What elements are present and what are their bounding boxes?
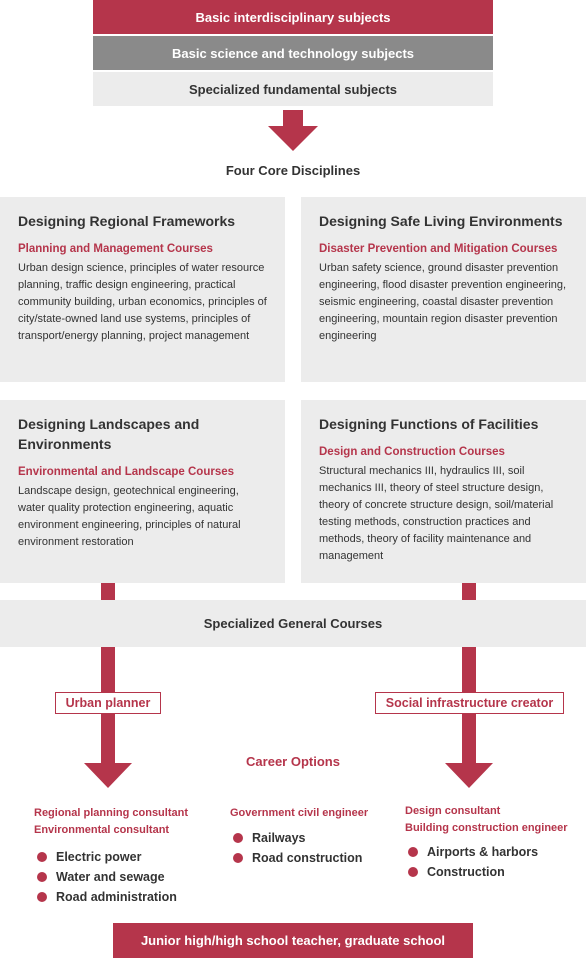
career-column-right [405,803,585,882]
career-heading-line: Regional planning consultant [34,807,188,819]
discipline-panel-landscapes [0,400,285,583]
career-column-middle [230,805,390,868]
course-list: Landscape design, geotechnical engineering, water quality protection engineering, aquatic environment engineering, principles of natural environment restoration [18,485,241,548]
career-column-heading [34,805,224,839]
specialized-general-label: Specialized General Courses [203,616,383,631]
left-connector-line [101,580,115,602]
bullet-dot-icon [233,853,243,863]
career-heading-line: Building construction engineer [405,822,568,834]
discipline-panel-facilities [301,400,586,583]
course-list: Urban safety science, ground disaster prevention engineering, flood disaster prevention engineering, seismic engineering, coastal disaster prevention engineering, mountain region disaster prevention engineering [319,262,567,342]
arrow-down-icon [266,110,320,152]
list-item-label: Road construction [252,851,363,865]
career-column-left [34,805,224,907]
career-heading-line: Government civil engineer [230,807,369,819]
bullet-dot-icon [233,833,243,843]
discipline-title: Designing Safe Living Environments [319,213,563,229]
basic-interdisciplinary-bar [93,0,493,34]
list-item [34,867,224,887]
urban-planner-label [55,692,161,714]
bullet-dot-icon [37,852,47,862]
discipline-title: Designing Landscapes and Environments [18,416,200,452]
bottom-career-bar [113,923,473,958]
specialized-fundamental-label: Specialized fundamental subjects [188,81,398,97]
career-list [405,842,585,882]
course-category: Design and Construction Courses [319,446,505,458]
list-item [230,828,390,848]
career-list [230,828,390,868]
social-infrastructure-label [375,692,564,714]
bullet-dot-icon [37,872,47,882]
basic-science-label: Basic science and technology subjects [171,45,415,61]
list-item [34,847,224,867]
discipline-panel-safe-living [301,197,586,382]
course-category: Planning and Management Courses [18,243,213,255]
career-options-title: Career Options [246,754,340,769]
bottom-career-label: Junior high/high school teacher, graduate school [140,933,446,948]
discipline-panel-regional-frameworks [0,197,285,382]
discipline-title: Designing Regional Frameworks [18,213,236,229]
bullet-dot-icon [408,847,418,857]
career-list [34,847,224,907]
urban-planner-text: Urban planner [65,696,151,710]
career-heading-line: Design consultant [405,805,501,817]
specialized-general-bar [0,600,586,647]
career-column-heading [405,803,585,837]
specialized-fundamental-bar [93,72,493,106]
basic-science-bar [93,36,493,70]
basic-interdisciplinary-label: Basic interdisciplinary subjects [195,9,391,25]
list-item-label: Electric power [56,850,142,864]
list-item [405,842,585,862]
list-item [405,862,585,882]
bullet-dot-icon [408,867,418,877]
list-item-label: Road administration [56,890,177,904]
bullet-dot-icon [37,892,47,902]
list-item [34,887,224,907]
list-item-label: Construction [427,865,505,879]
course-category: Disaster Prevention and Mitigation Courses [319,243,558,255]
career-heading-line: Environmental consultant [34,824,170,836]
course-list: Urban design science, principles of water resource planning, traffic design engineering, practical community building, urban economics, principles of city/state-owned land use systems, principles of transport/energy planning, project management [18,262,267,342]
list-item [230,848,390,868]
discipline-title: Designing Functions of Facilities [319,416,539,432]
core-disciplines-title: Four Core Disciplines [225,163,361,178]
list-item-label: Water and sewage [56,870,165,884]
course-category: Environmental and Landscape Courses [18,466,235,478]
list-item-label: Airports & harbors [427,845,539,859]
right-connector-line [462,580,476,602]
list-item-label: Railways [252,831,306,845]
career-column-heading [230,805,390,822]
course-list: Structural mechanics III, hydraulics III, soil mechanics III, theory of steel structure design, theory of concrete structure design, soil/material testing methods, construction practices and methods, theory of facility maintenance and management [319,465,554,562]
social-infrastructure-text: Social infrastructure creator [385,696,554,710]
